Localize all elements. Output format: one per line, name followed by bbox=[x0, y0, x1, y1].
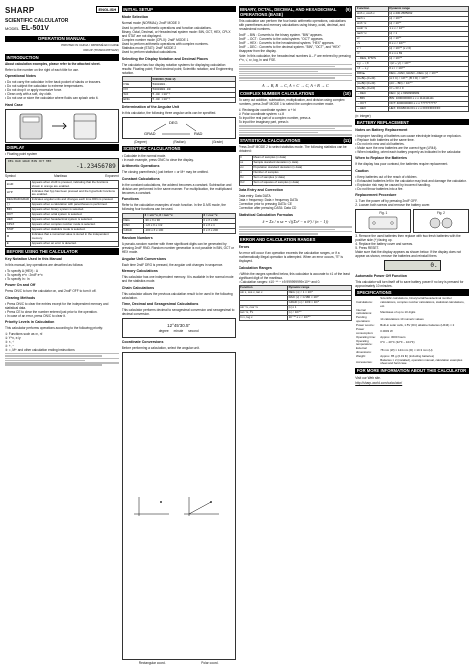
list-item: ① Functions such as x², n! bbox=[5, 331, 43, 336]
table-row: n! 0 ≤ n ≤ 69 bbox=[356, 52, 469, 57]
table-row: cosh⁻¹x 1 ≤ x < 10⁵⁰ bbox=[356, 27, 469, 32]
list-item: Binary, Octal, Decimal, or Hexadecimal system mode: BIN, OCT, HEX, CPLX and STAT are not displayed. bbox=[121, 30, 231, 39]
list-item: Used to perform arithmetic operations with complex numbers. bbox=[121, 42, 209, 47]
table-row: →HEX HEX: FDABF41C01 ≤ x ≤ FFFFFFFFFF bbox=[356, 107, 469, 112]
list-item: • When installing, orient each battery properly as indicated in the calculator. bbox=[355, 150, 469, 154]
table-row: (A+Bi)×(C+Di) (AC − BD) < 10¹⁰⁰ bbox=[356, 82, 469, 87]
function-range-table: Function Dynamic range sinh x, cosh x |x| ≤ 230.2585092 tanh x |x| < 10¹⁰⁰ sinh⁻¹x |x| < 10⁵⁰ cosh⁻¹x 1 ≤ x < 10⁵⁰ tanh⁻¹x |x| < 1 x² |x| < 10⁵⁰ √x 0 ≤ x < 10¹⁰⁰ x⁻¹ |x| < 10¹⁰⁰ (x ≠ 0) n! 0 ≤ n ≤ 69 →DEG, D°M'S |x| < 10¹⁰⁰ x,y → r,θ √(x² + y²) < 10¹⁰⁰ r,θ → x,y 0 ≤ r < 10¹⁰⁰ DRG▸ DEG→RAD, GRAD→DEG: |x| < 10¹⁰⁰ (A+Bi)+(C+Di) |A ± C| < 10¹⁰⁰, |B ± D| < 10¹⁰⁰ (A+Bi)×(C+Di) (AC − BD) < 10¹⁰⁰ (A+Bi)÷(C+Di) C² + D² ≠ 0 →DEC DEC: |x| ≤ 9999999999 →BIN BIN: 1000000000 ≤ x ≤ 1111111111 →OCT OCT: 4000000000 ≤ x ≤ 7777777777 →HEX HEX: FDABF41C01 ≤ x ≤ FFFFFFFFFF bbox=[355, 6, 469, 112]
table-row: Operating temperature: 0°C – 40°C (32°F – 104°F) bbox=[356, 338, 415, 347]
list-item: • Do not throw batteries into a fire. bbox=[355, 187, 469, 191]
more-info-text: Visit our Web site. bbox=[355, 375, 381, 380]
table-row: →BIN BIN: 1000000000 ≤ x ≤ 1111111111 bbox=[356, 97, 469, 102]
list-item: • Calculate in the normal mode. bbox=[122, 154, 236, 158]
intro-text: About calculation examples, please refer to the attached sheet. bbox=[5, 62, 101, 67]
list-item: • Press ON/C to clear the entries except for the independent memory and statistical data. bbox=[5, 302, 119, 310]
text-lines bbox=[239, 125, 353, 136]
sexagesimal-figure bbox=[122, 318, 236, 338]
list-item: • In case of an error, press ON/C to clear it. bbox=[5, 314, 119, 318]
section-initial-setup: INITIAL SETUP bbox=[122, 6, 236, 12]
coordinate-axes-icon bbox=[129, 494, 229, 518]
ops-list bbox=[5, 80, 119, 100]
battery-notes-title: Notes on Battery Replacement bbox=[355, 127, 408, 132]
intro-text-2: Refer to the number on the right of each title for use. bbox=[5, 67, 79, 72]
list-item: • Keep batteries out of the reach of children. bbox=[355, 175, 469, 179]
func-text: Refer to the calculation examples of each function. In the D.MS mode, the following four functions can be used. bbox=[121, 203, 226, 212]
list-item: 1. Turn the power off by pressing 2ndF OFF. bbox=[355, 199, 418, 204]
decimal-title: Selecting the Display Notation and Decimal Places bbox=[121, 56, 209, 61]
auto-off-text: This calculator will turn itself off to save battery power if no key is pressed for approximately 10 minutes. bbox=[355, 279, 464, 288]
column-3 bbox=[239, 6, 353, 665]
column-4 bbox=[355, 6, 469, 665]
battery-figure-2 bbox=[413, 209, 469, 233]
list-item: To input the imaginary part, press b. bbox=[238, 119, 290, 124]
battery-cover-icon bbox=[365, 215, 401, 231]
sexagesimal-value: 12°45'30.5" bbox=[167, 322, 191, 328]
fig1-label: Fig. 1 bbox=[379, 210, 388, 215]
table-row: Power source: Built-in solar cells, 1.5V (DC) alkaline batteries (LR44) × 2 bbox=[356, 322, 455, 327]
list-item: ⑤ =, M+ and other calculation ending instructions bbox=[5, 347, 75, 352]
table-row: 2ndF Appears when 2ndF is pressed, indicating that the functions shown in orange are enabled. bbox=[6, 180, 119, 189]
hex-note: Note: In this calculator, the hexadecimal numbers A – F are entered by pressing Y^x, √, x², log, ln and FSE. bbox=[238, 54, 351, 63]
table-row: x̄ Mean of samples (x data) bbox=[239, 155, 352, 160]
random-text: A pseudo-random number with three significant digits can be generated by pressing 2ndF RND. Random number generation is not possible in BIN, OCT or HEX mode. bbox=[121, 242, 235, 255]
func-title: Functions bbox=[121, 197, 139, 202]
conversion-list bbox=[239, 33, 353, 53]
more-info-url[interactable]: http://sharp-world.com/calculator/ bbox=[355, 381, 403, 386]
operation-manual-banner: OPERATION MANUAL bbox=[5, 36, 119, 43]
errors-title: Errors bbox=[238, 245, 250, 250]
list-item: • Do not mix new and old batteries. bbox=[355, 142, 469, 146]
battery-figures bbox=[355, 209, 469, 233]
power-title: Power On and Off bbox=[5, 283, 36, 288]
section-more-info: FOR MORE INFORMATION ABOUT THIS CALCULATOR bbox=[355, 368, 469, 374]
table-row: Weight: Approx. 85 g (0.19 lb) (including batteries) bbox=[356, 353, 435, 358]
list-item: Complex number mode (CPLX): 2ndF MODE 1 bbox=[121, 38, 189, 43]
table-row: r,θ → x,y 0 ≤ r < 10¹⁰⁰ bbox=[356, 67, 469, 72]
brand-header bbox=[5, 6, 119, 16]
table-row: →DEC DEC: |x| ≤ 9999999999 bbox=[356, 92, 469, 97]
table-row: CPLX Appears when complex number mode is selected. bbox=[6, 223, 119, 228]
procedure-list bbox=[355, 199, 469, 207]
list-item: • Improper handling of batteries can cause electrolyte leakage or explosion. bbox=[355, 134, 469, 138]
coord-text: Before performing a calculation, select the angular unit. bbox=[121, 346, 200, 351]
sci-list bbox=[122, 154, 236, 162]
battery-figure-1 bbox=[355, 209, 411, 233]
list-item: 3. Remove the used batteries then replace with two fresh batteries with the positive side (+) facing up. bbox=[355, 234, 461, 243]
clear-list bbox=[5, 302, 119, 318]
angconv-text: Each time 2ndF DRG is pressed, the angular unit changes in sequence. bbox=[121, 262, 224, 267]
table-row: x,y → r,θ √(x² + y²) < 10¹⁰⁰ bbox=[356, 62, 469, 67]
const-text: In the constant calculations, the addend becomes a constant. Subtraction and division are performed in the same manner. For multiplication, the multiplicand becomes a constant. bbox=[121, 182, 232, 195]
coordinate-figure bbox=[122, 352, 236, 660]
complex-text: To carry out addition, subtraction, multiplication, and division using complex numbers, press 2ndF MODE 1 to select the complex number mode. bbox=[238, 98, 345, 107]
mode-text: Normal mode (NORMAL): 2ndF MODE 0 bbox=[121, 20, 180, 25]
procedure-list-2 bbox=[355, 234, 469, 258]
angle-full-names: (Degree) (Radian) (Grade) bbox=[134, 140, 223, 145]
model-label: MODEL bbox=[5, 26, 20, 32]
table-row: Σx² Sum of squares of samples (x data) bbox=[239, 180, 352, 185]
table-row: sin x, cos x, tan x DEG: |x| < 1 × 10¹⁰ bbox=[239, 291, 352, 296]
angle-cycle-icon bbox=[134, 118, 224, 138]
column-2 bbox=[122, 6, 236, 665]
const-title: Constant Calculations bbox=[121, 176, 160, 181]
list-item: ② Polar coordinate system: r∠θ bbox=[238, 111, 284, 116]
grad-label: GRAD bbox=[143, 130, 156, 136]
lcd-symbols: DEG RAD GRAD BIN OCT HEX bbox=[8, 158, 52, 163]
deg-label: DEG bbox=[168, 119, 178, 125]
list-item: • Press CE to clear the number entered just prior to the operation. bbox=[5, 310, 119, 314]
table-row: GRAD -100 ≤ θ ≤ 100 0 ≤ θ ≤ 200 bbox=[122, 228, 235, 233]
table-row: Internal calculations: Mantissas of up to 10 digits bbox=[356, 307, 416, 316]
table-row: Calculations: Scientific calculations, binary/octal/hexadecimal number calculations, complex number calculations, statistical calculations, etc. bbox=[356, 296, 465, 308]
table-row: sin⁻¹x, cos⁻¹x |x| ≤ 1 bbox=[239, 306, 352, 311]
list-item: Correction after pressing DATA: Data CD bbox=[238, 206, 297, 211]
list-item: • Do not subject the calculator to extreme temperatures. bbox=[5, 84, 119, 88]
column-1 bbox=[5, 6, 119, 665]
decimal-text: The calculator has four display notation systems for displaying calculation results: Floating point; Fixed decimal point; Scientific notation; and Engineering notation. bbox=[121, 62, 234, 75]
when-title: When to Replace the Batteries bbox=[355, 156, 407, 161]
table-row: x⁻¹ |x| < 10¹⁰⁰ (x ≠ 0) bbox=[356, 47, 469, 52]
list-item: • Make sure the new batteries are the correct type (LR44). bbox=[355, 146, 469, 150]
coord-title: Coordinate Conversions bbox=[121, 340, 164, 345]
ops-title: Operational Notes bbox=[5, 74, 36, 79]
section-display: DISPLAY bbox=[5, 144, 119, 150]
memory-title: Memory Calculations bbox=[121, 269, 158, 274]
list-item: Statistics mode (STAT): 2ndF MODE 2 bbox=[121, 46, 177, 51]
angle-cycle-figure bbox=[122, 117, 236, 139]
list-item: Data × frequency: Data × frequency DATA bbox=[238, 198, 298, 203]
printed-in: PRINTED IN CHINA / IMPRIMÉ EN CHINE bbox=[61, 42, 119, 47]
list-item: • Clean only with a soft, dry cloth. bbox=[5, 92, 119, 96]
stat-text: Press 2ndF MODE 2 to select statistics mode. The following statistics can be obtained: bbox=[238, 145, 347, 154]
caution-list bbox=[355, 175, 469, 191]
minute-label: minute bbox=[173, 328, 184, 333]
list-item: To input the real part of a complex number, press a. bbox=[238, 115, 312, 120]
memory-text: This calculator has one independent memory. It is available in the normal mode and the statistics mode. bbox=[121, 275, 234, 284]
stat-table bbox=[239, 155, 353, 186]
power-text: Press ON/C to turn the calculator on, and 2ndF OFF to turn it off. bbox=[5, 289, 97, 294]
keynotation-text: In this manual, key operations are described as follows: bbox=[5, 263, 84, 268]
list-item: Used to perform statistical calculations. bbox=[121, 50, 178, 55]
print-code: 09KUP (TINSK0478THZZ) bbox=[83, 47, 119, 52]
range-title: Calculation Ranges bbox=[238, 265, 272, 270]
data-entry-list bbox=[239, 194, 353, 210]
list-item: • Within the ranges specified below, this calculator is accurate to ±1 of the least significant digit of the mantissa. bbox=[239, 272, 353, 280]
time-text: This calculator performs decimal to sexagesimal conversion and sexagesimal to decimal conversion. bbox=[121, 308, 235, 317]
table-row: HEX Appears when hexadecimal system is selected. bbox=[6, 218, 119, 223]
table-row: RAD: |x| < π/180 × 10¹⁰ bbox=[239, 296, 352, 301]
list-item: • Explosion risk may be caused by incorrect handling. bbox=[355, 183, 469, 187]
arith-text: The closing parenthesis ) just before = or M+ may be omitted. bbox=[121, 170, 209, 175]
section-statistics: STATISTICAL CALCULATIONS (11) bbox=[240, 137, 351, 143]
range-list bbox=[239, 272, 353, 284]
keynotation-title: Key Notation Used in this Manual bbox=[5, 257, 62, 262]
caution-title: Caution bbox=[355, 168, 369, 173]
list-item: Used to perform arithmetic operations and function calculations. bbox=[121, 26, 212, 31]
second-label: second bbox=[188, 328, 199, 333]
angconv-title: Angular Unit Conversions bbox=[121, 256, 167, 261]
list-item: 2ndF →BIN : Converts to the binary system. "BIN" appears. bbox=[238, 32, 323, 37]
table-row: (A+Bi)÷(C+Di) C² + D² ≠ 0 bbox=[356, 87, 469, 92]
spec-table bbox=[355, 297, 469, 366]
table-row: ln x, log x 10⁻⁹⁹ ≤ x < 10¹⁰⁰ bbox=[239, 316, 352, 321]
angular-title: Determination of the Angular Unit bbox=[121, 105, 180, 110]
list-item: • Do not carry the calculator in the back pocket of slacks or trousers. bbox=[5, 80, 119, 84]
list-item: 2. Loosen both screws and remove the battery cover. bbox=[355, 203, 431, 208]
list-item: Make sure that the display appears as shown below. If the display does not appear as shown, remove the batteries and reinstall them. bbox=[355, 250, 462, 259]
section-before-using: BEFORE USING THE CALCULATOR bbox=[5, 248, 119, 254]
chain-text: This calculator allows the previous calculation result to be used in the following calculation. bbox=[121, 291, 233, 300]
battery-notes-list bbox=[355, 134, 469, 154]
battery-cell-icon bbox=[423, 215, 459, 231]
key-examples bbox=[5, 269, 119, 281]
reset-display: 0. bbox=[384, 260, 441, 272]
symbol-label: Symbol bbox=[5, 174, 16, 179]
table-row: →DEG, D°M'S |x| < 10¹⁰⁰ bbox=[356, 57, 469, 62]
list-item: • To specify A (HEX) : A bbox=[5, 269, 119, 273]
table-row: E Appears when an error is detected. bbox=[6, 241, 119, 246]
stat-formula: x̄ = Σx / n sx = √((Σx² − n x̄²) / (n − 1)) bbox=[262, 219, 329, 225]
list-item: 2ndF →HEX : Converts to the hexadecimal system. "HEX" appears. bbox=[238, 40, 335, 45]
table-row: √x 0 ≤ x < 10¹⁰⁰ bbox=[356, 42, 469, 47]
list-item: • In each example, press ON/C to clear the display. bbox=[122, 158, 236, 162]
table-row: FIX 5000000.00 bbox=[122, 87, 235, 92]
list-item: • Do not use or store the calculator where fluids can splash onto it. bbox=[5, 96, 119, 100]
chain-title: Chain Calculations bbox=[121, 285, 155, 290]
rad-label: RAD bbox=[193, 130, 203, 136]
table-row: Accessories: Batteries × 2 (installed), operation manual, calculation examples sheet and hard case bbox=[356, 357, 463, 366]
table-row: HYP Indicates that hyp has been pressed and the hyperbolic functions are enabled. bbox=[6, 189, 119, 198]
complex-list bbox=[239, 108, 353, 124]
model-line bbox=[5, 25, 119, 34]
table-row: sx Sample standard deviation (x data) bbox=[239, 160, 352, 165]
mantissa-label: Mantissa bbox=[54, 174, 67, 179]
priority-title: Priority Levels in Calculation bbox=[5, 320, 55, 325]
table-row: Pending operations: 14 calculations 10 numeric values bbox=[356, 315, 424, 323]
list-item: ④ +, − bbox=[5, 343, 15, 348]
floating-label: • Floating point system bbox=[5, 152, 38, 157]
language-badge: ENGLISH bbox=[96, 6, 119, 13]
list-item: 5. Press RESET. bbox=[355, 246, 379, 251]
exponent-label: Exponent bbox=[105, 174, 119, 179]
table-row: Operating time: Approx. 3000 hours bbox=[356, 334, 406, 339]
rect-coord-label: Rectangular coord. bbox=[138, 661, 166, 665]
text-lines bbox=[239, 64, 353, 81]
list-item: ② Y^x, x√y bbox=[5, 335, 21, 340]
table-row: x² |x| < 10⁵⁰ bbox=[356, 37, 469, 42]
memory-formula: A → B, B → C, A × C → C, A ÷ B → C bbox=[261, 83, 329, 89]
list-item: Data entry: Data DATA bbox=[238, 194, 271, 199]
table-row: ( ) Appears when a calculation with parentheses is performed. bbox=[6, 203, 119, 208]
table-row: ENG 5.00 ×10⁰⁶ bbox=[122, 97, 235, 102]
stat-formula-title: Statistical Calculation Formulas bbox=[238, 212, 294, 217]
table-row: DEG -90 ≤ θ ≤ 90 0 ≤ θ ≤ 180 bbox=[122, 218, 235, 223]
section-specifications: SPECIFICATIONS bbox=[355, 289, 469, 295]
table-row: σx Population standard deviation (x data) bbox=[239, 165, 352, 170]
list-item: 4. Replace the battery cover and screws. bbox=[355, 242, 414, 247]
table-row: sinh x, cosh x |x| ≤ 230.2585092 bbox=[356, 12, 469, 17]
fse-table: 5000000 (TAB=2) FSE 5000000. FIX 5000000.00 SCI 5.00 ×10⁰⁶ ENG 5.00 ×10⁰⁶ bbox=[122, 76, 236, 103]
section-binary: BINARY, OCTAL, DECIMAL, AND HEXADECIMAL OPERATIONS (BASE) (9) bbox=[240, 6, 351, 17]
priority-text: This calculator performs operations according to the following priority: bbox=[5, 326, 103, 331]
list-item: ① Rectangular coordinate system: a + bi bbox=[238, 107, 296, 112]
list-item: • Exhausted batteries left in the calculator may leak and damage the calculator. bbox=[355, 179, 469, 183]
range-table: Function Dynamic range sin x, cos x, tan x DEG: |x| < 1 × 10¹⁰ RAD: |x| < π/180 × 10¹⁰ GRAD: |x| < 10/9 × 10¹⁰ sin⁻¹x, cos⁻¹x |x| ≤ 1 tan⁻¹x, ∛x |x| < 10¹⁰⁰ ln x, log x 10⁻⁹⁹ ≤ x < 10¹⁰⁰ bbox=[239, 285, 353, 321]
lcd-value: -1.23456789 bbox=[76, 163, 116, 171]
table-row: Power consumption: 0.0003 W bbox=[356, 326, 393, 335]
table-row: External dimensions: 78 mm (W) × 144 mm (D) × 10.3 mm (H) bbox=[356, 346, 433, 354]
table-row: STAT Appears when statistics mode is selected. bbox=[6, 228, 119, 233]
lcd-display bbox=[5, 158, 119, 173]
list-item: • To specify e^x : 2ndF e^x bbox=[5, 273, 119, 277]
section-introduction: INTRODUCTION bbox=[5, 54, 119, 60]
data-entry-title: Data Entry and Correction bbox=[238, 188, 284, 193]
mode-list bbox=[122, 26, 236, 54]
list-item: ③ ×, ÷ bbox=[5, 339, 15, 344]
degree-label: degree bbox=[158, 328, 169, 333]
time-title: Time, Decimal and Sexagesimal Calculations bbox=[121, 302, 199, 307]
coord-labels bbox=[122, 661, 236, 665]
auto-off-title: Automatic Power Off Function bbox=[355, 273, 407, 278]
list-item: • To specify ln : ln bbox=[5, 277, 119, 281]
clear-title: Clearing Methods bbox=[5, 295, 36, 300]
section-scientific: SCIENTIFIC CALCULATIONS bbox=[122, 146, 236, 152]
errors-text: An error will occur if an operation exceeds the calculation ranges, or if a mathematically illegal operation is attempted. When an error occurs, "E" is displayed. bbox=[238, 251, 343, 264]
list-item: • Calculation ranges: ±10⁻⁹⁹ ~ ±9.999999999×10⁹⁹ and 0. bbox=[239, 280, 353, 284]
table-row: M Indicates that a numerical value is stored in the independent memory. bbox=[6, 233, 119, 242]
table-row: tanh x |x| < 10¹⁰⁰ bbox=[356, 17, 469, 22]
table-row: GRAD: |x| < 10/9 × 10¹⁰ bbox=[239, 301, 352, 306]
table-row: BIN Appears when binary system is selected. bbox=[6, 208, 119, 213]
table-row: tanh⁻¹x |x| < 1 bbox=[356, 32, 469, 37]
list-item: • Replace both batteries at the same time. bbox=[355, 138, 469, 142]
list-item: 2ndF →DEC : Converts to the decimal system. "BIN", "OCT", and "HEX" disappear from the display. bbox=[238, 44, 341, 53]
table-row: RAD -π/2 ≤ θ ≤ π/2 0 ≤ θ ≤ π bbox=[122, 223, 235, 228]
table-row: sinh⁻¹x |x| < 10⁵⁰ bbox=[356, 22, 469, 27]
table-row: SCI 5.00 ×10⁰⁶ bbox=[122, 92, 235, 97]
fig2-label: Fig. 2 bbox=[436, 210, 445, 215]
product-title: SCIENTIFIC CALCULATOR bbox=[5, 17, 69, 24]
angular-text: In this calculator, the following three angular units can be specified. bbox=[121, 111, 217, 116]
table-row: DEG/RAD/GRAD Indicates angular units and changes each time DRG is pressed. bbox=[6, 198, 119, 203]
table-row: DRG▸ DEG→RAD, GRAD→DEG: |x| < 10¹⁰⁰ bbox=[356, 72, 469, 77]
table-row: tan⁻¹x, ∛x |x| < 10¹⁰⁰ bbox=[239, 311, 352, 316]
table-row: OCT Appears when octal system is selected. bbox=[6, 213, 119, 218]
random-title: Random Numbers bbox=[121, 236, 153, 241]
polar-coord-label: Polar coord. bbox=[201, 661, 219, 665]
inverse-trig-table: θ = sin⁻¹x, θ = tan⁻¹x θ = cos⁻¹x DEG -90 ≤ θ ≤ 90 0 ≤ θ ≤ 180 RAD -π/2 ≤ θ ≤ π/2 0 ≤ θ ≤ π GRAD -100 ≤ θ ≤ 100 0 ≤ θ ≤ 200 bbox=[122, 213, 236, 234]
table-row: (A+Bi)+(C+Di) |A ± C| < 10¹⁰⁰, |B ± D| < 10¹⁰⁰ bbox=[356, 77, 469, 82]
calculator-case-icon bbox=[12, 111, 112, 141]
section-battery: BATTERY REPLACEMENT bbox=[355, 119, 469, 125]
list-item: Correction prior to pressing DATA: CE bbox=[238, 202, 293, 207]
arith-title: Arithmetic Operations bbox=[121, 164, 160, 169]
symbol-table bbox=[5, 180, 119, 247]
table-row: Σx Sum of samples (x data) bbox=[239, 175, 352, 180]
lcd-legend bbox=[5, 174, 119, 178]
hardcase-figure bbox=[5, 109, 119, 143]
section-complex: COMPLEX NUMBER CALCULATIONS (10) bbox=[240, 90, 351, 96]
mode-title: Mode Selection bbox=[121, 14, 149, 19]
when-text: If the display has poor contrast, the batteries require replacement. bbox=[355, 162, 449, 167]
binary-text: This calculator can perform the four basic arithmetic operations, calculations with parentheses and memory calculations using binary, octal, decimal, and hexadecimal numbers. bbox=[238, 19, 346, 32]
sharp-logo: SHARP bbox=[5, 6, 35, 15]
text-lines bbox=[5, 353, 119, 665]
table-row: →OCT OCT: 4000000000 ≤ x ≤ 7777777777 bbox=[356, 102, 469, 107]
integer-note: (n: integer) bbox=[355, 113, 371, 118]
list-item: 2ndF →OCT : Converts to the octal system. "OCT" appears. bbox=[238, 36, 324, 41]
hardcase-title: Hard Case bbox=[5, 102, 23, 107]
table-row: n Number of samples bbox=[239, 170, 352, 175]
text-lines bbox=[239, 226, 353, 234]
table-row: FSE 5000000. bbox=[122, 82, 235, 87]
model-number: EL-501V bbox=[21, 25, 49, 33]
priority-list bbox=[5, 332, 119, 352]
section-error: ERROR AND CALCULATION RANGES bbox=[239, 236, 353, 242]
procedure-title: Replacement Procedure bbox=[355, 193, 397, 198]
list-item: • Do not drop it or apply excessive force. bbox=[5, 88, 119, 92]
